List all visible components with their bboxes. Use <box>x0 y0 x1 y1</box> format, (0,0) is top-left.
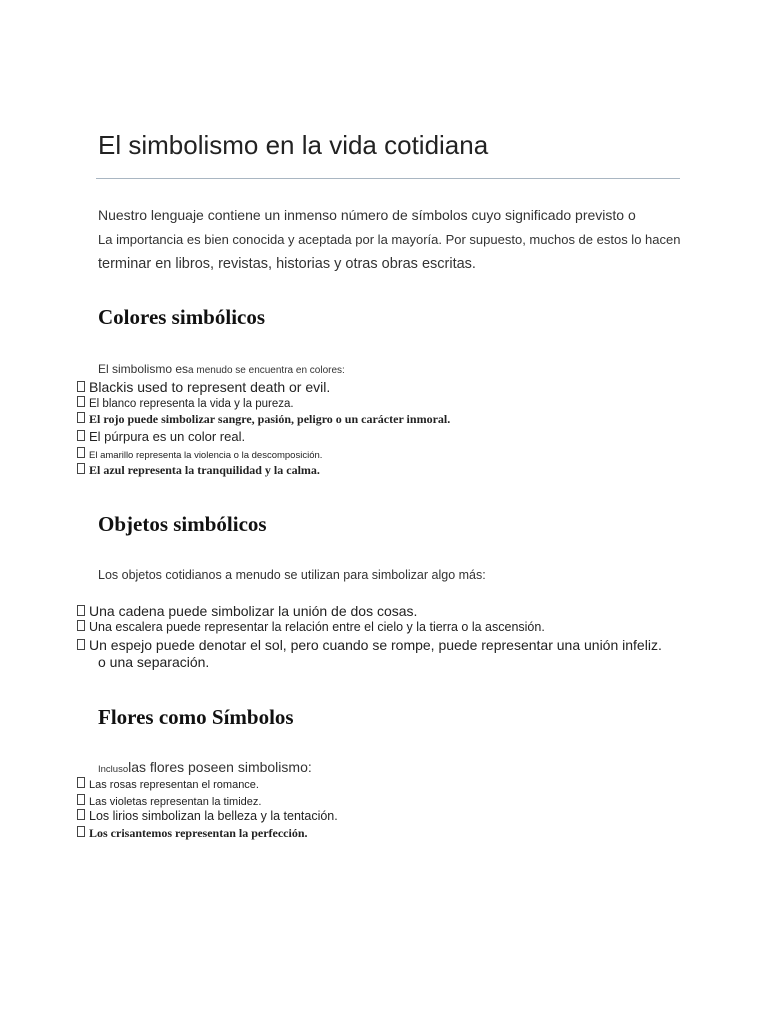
bullet-box-icon <box>77 463 85 474</box>
bullet-box-icon <box>77 430 85 441</box>
list-item: Las rosas representan el romance. <box>77 777 259 791</box>
list-item: Una escalera puede representar la relación entre el cielo y la tierra o la ascensión. <box>77 620 545 634</box>
colors-lead-b: a menudo se encuentra en colores: <box>188 365 345 376</box>
colors-lead <box>98 360 345 378</box>
bullet-box-icon <box>77 381 85 392</box>
list-item-continuation: o una separación. <box>98 654 210 670</box>
list-item: Una cadena puede simbolizar la unión de dos cosas. <box>77 603 417 619</box>
intro-line-3: terminar en libros, revistas, historias y otras obras escritas. <box>98 256 476 272</box>
list-item: Los lirios simbolizan la belleza y la tentación. <box>77 809 338 823</box>
list-item: El blanco representa la vida y la pureza. <box>77 396 294 410</box>
bullet-box-icon <box>77 605 85 616</box>
list-item: Blackis used to represent death or evil. <box>77 379 330 395</box>
bullet-box-icon <box>77 620 85 631</box>
colors-lead-a: El simbolismo es <box>98 362 189 376</box>
intro-line-1: Nuestro lenguaje contiene un inmenso número de símbolos cuyo significado previsto o <box>98 207 636 223</box>
page-title: El simbolismo en la vida cotidiana <box>98 130 489 160</box>
section-heading-objects: Objetos simbólicos <box>98 512 267 536</box>
section-heading-colors: Colores simbólicos <box>98 305 266 329</box>
bullet-box-icon <box>77 794 85 805</box>
list-item: El púrpura es un color real. <box>77 429 245 444</box>
bullet-box-icon <box>77 826 85 837</box>
bullet-box-icon <box>77 412 85 423</box>
bullet-box-icon <box>77 777 85 788</box>
list-item: El amarillo representa la violencia o la descomposición. <box>77 447 322 461</box>
title-divider <box>96 178 680 179</box>
bullet-box-icon <box>77 396 85 407</box>
intro-line-2: La importancia es bien conocida y aceptada por la mayoría. Por supuesto, muchos de estos lo hacen <box>98 232 681 247</box>
bullet-box-icon <box>77 809 85 820</box>
flowers-lead-a: Incluso <box>98 764 129 775</box>
list-item: El rojo puede simbolizar sangre, pasión, peligro o un carácter inmoral. <box>77 412 450 427</box>
flowers-lead <box>98 759 312 777</box>
list-item: Los crisantemos representan la perfección. <box>77 826 308 841</box>
objects-lead: Los objetos cotidianos a menudo se utilizan para simbolizar algo más: <box>98 568 486 582</box>
flowers-lead-b: las flores poseen simbolismo: <box>128 759 312 775</box>
bullet-box-icon <box>77 447 85 458</box>
section-heading-flowers: Flores como Símbolos <box>98 705 294 729</box>
list-item: Un espejo puede denotar el sol, pero cuando se rompe, puede representar una unión infeliz. <box>77 637 662 653</box>
list-item: Las violetas representan la timidez. <box>77 794 261 808</box>
bullet-box-icon <box>77 639 85 650</box>
list-item: El azul representa la tranquilidad y la calma. <box>77 463 320 478</box>
